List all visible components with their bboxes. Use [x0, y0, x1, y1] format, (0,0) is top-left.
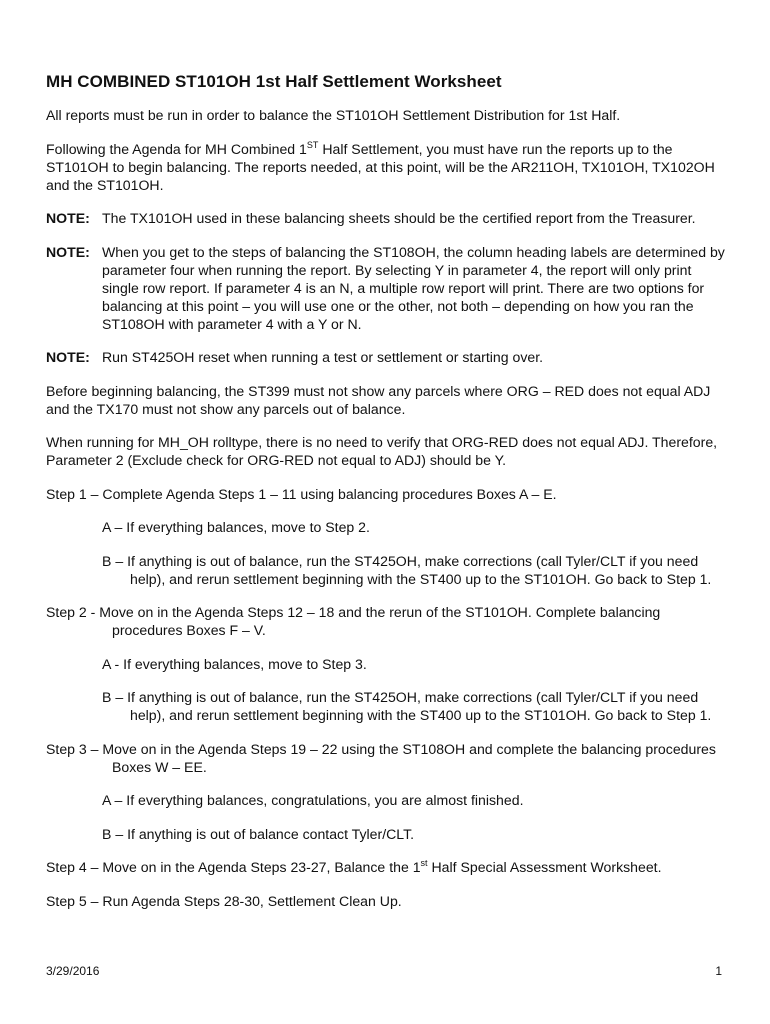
document-title: MH COMBINED ST101OH 1st Half Settlement Worksheet: [46, 72, 502, 91]
step-3-a: A – If everything balances, congratulations, you are almost finished.: [102, 792, 524, 808]
note-3: [46, 348, 726, 366]
step-3: Step 3 – Move on in the Agenda Steps 19 – 22 using the ST108OH and complete the balancing procedures Boxes W – EE.: [46, 740, 716, 775]
note-text: Run ST425OH reset when running a test or settlement or starting over.: [102, 349, 544, 365]
footer-page-number: 1: [715, 964, 722, 978]
document-page: [46, 72, 726, 925]
note-text: When you get to the steps of balancing the ST108OH, the column heading labels are determined by parameter four when running the report. By selecting Y in parameter 4, the report will only print single row report. If parameter 4 is an N, a multiple row report will print. There are two options for balancing at this point – you will use one or the other, not both – depending on how you ran the ST108OH with parameter 4 with a Y or N.: [102, 243, 725, 332]
step-4-superscript: st: [420, 858, 428, 868]
note-text: The TX101OH used in these balancing sheets should be the certified report from the Treasurer.: [102, 210, 696, 226]
step-4: [46, 858, 726, 876]
step-2: Step 2 - Move on in the Agenda Steps 12 – 18 and the rerun of the ST101OH. Complete balancing procedures Boxes F – V.: [46, 604, 661, 638]
step-1: Step 1 – Complete Agenda Steps 1 – 11 using balancing procedures Boxes A – E.: [46, 485, 557, 502]
agenda-text-before: Following the Agenda for MH Combined 1: [46, 140, 307, 157]
footer-date: 3/29/2016: [46, 964, 100, 978]
step-1-a: A – If everything balances, move to Step 2.: [102, 519, 370, 535]
agenda-paragraph: [46, 140, 726, 194]
note-2: [46, 243, 726, 333]
step-4-text-after: Half Special Assessment Worksheet.: [427, 859, 662, 875]
note-label: NOTE:: [46, 243, 90, 260]
step-5: Step 5 – Run Agenda Steps 28-30, Settlement Clean Up.: [46, 892, 402, 909]
intro-paragraph: All reports must be run in order to balance the ST101OH Settlement Distribution for 1st Half.: [46, 107, 621, 123]
rolltype-paragraph: When running for MH_OH rolltype, there is no need to verify that ORG-RED does not equal ADJ. Therefore, Parameter 2 (Exclude check for ORG-RED not equal to ADJ) should be Y.: [46, 434, 718, 468]
note-1: [46, 209, 726, 227]
step-4-text-before: Step 4 – Move on in the Agenda Steps 23-27, Balance the 1: [46, 859, 421, 875]
step-2-b: B – If anything is out of balance, run the ST425OH, make corrections (call Tyler/CLT if you need help), and rerun settlement beginning with the ST400 up to the ST101OH. Go back to Step 1.: [102, 689, 712, 723]
step-2-a: A - If everything balances, move to Step 3.: [102, 655, 367, 672]
agenda-superscript: ST: [306, 139, 319, 150]
note-label: NOTE:: [46, 210, 90, 226]
step-3-b: B – If anything is out of balance contact Tyler/CLT.: [102, 825, 415, 842]
note-label: NOTE:: [46, 349, 90, 365]
step-1-b: B – If anything is out of balance, run the ST425OH, make corrections (call Tyler/CLT if you need help), and rerun settlement beginning with the ST400 up to the ST101OH. Go back to Step 1.: [102, 552, 712, 587]
agenda-text-after: Half Settlement, you must have run the reports up to the ST101OH to begin balancing. The reports needed, at this point, will be the AR211OH, TX101OH, TX102OH and the ST101OH.: [46, 140, 715, 193]
before-balancing-paragraph: Before beginning balancing, the ST399 must not show any parcels where ORG – RED does not equal ADJ and the TX170 must not show any parcels out of balance.: [46, 382, 711, 417]
